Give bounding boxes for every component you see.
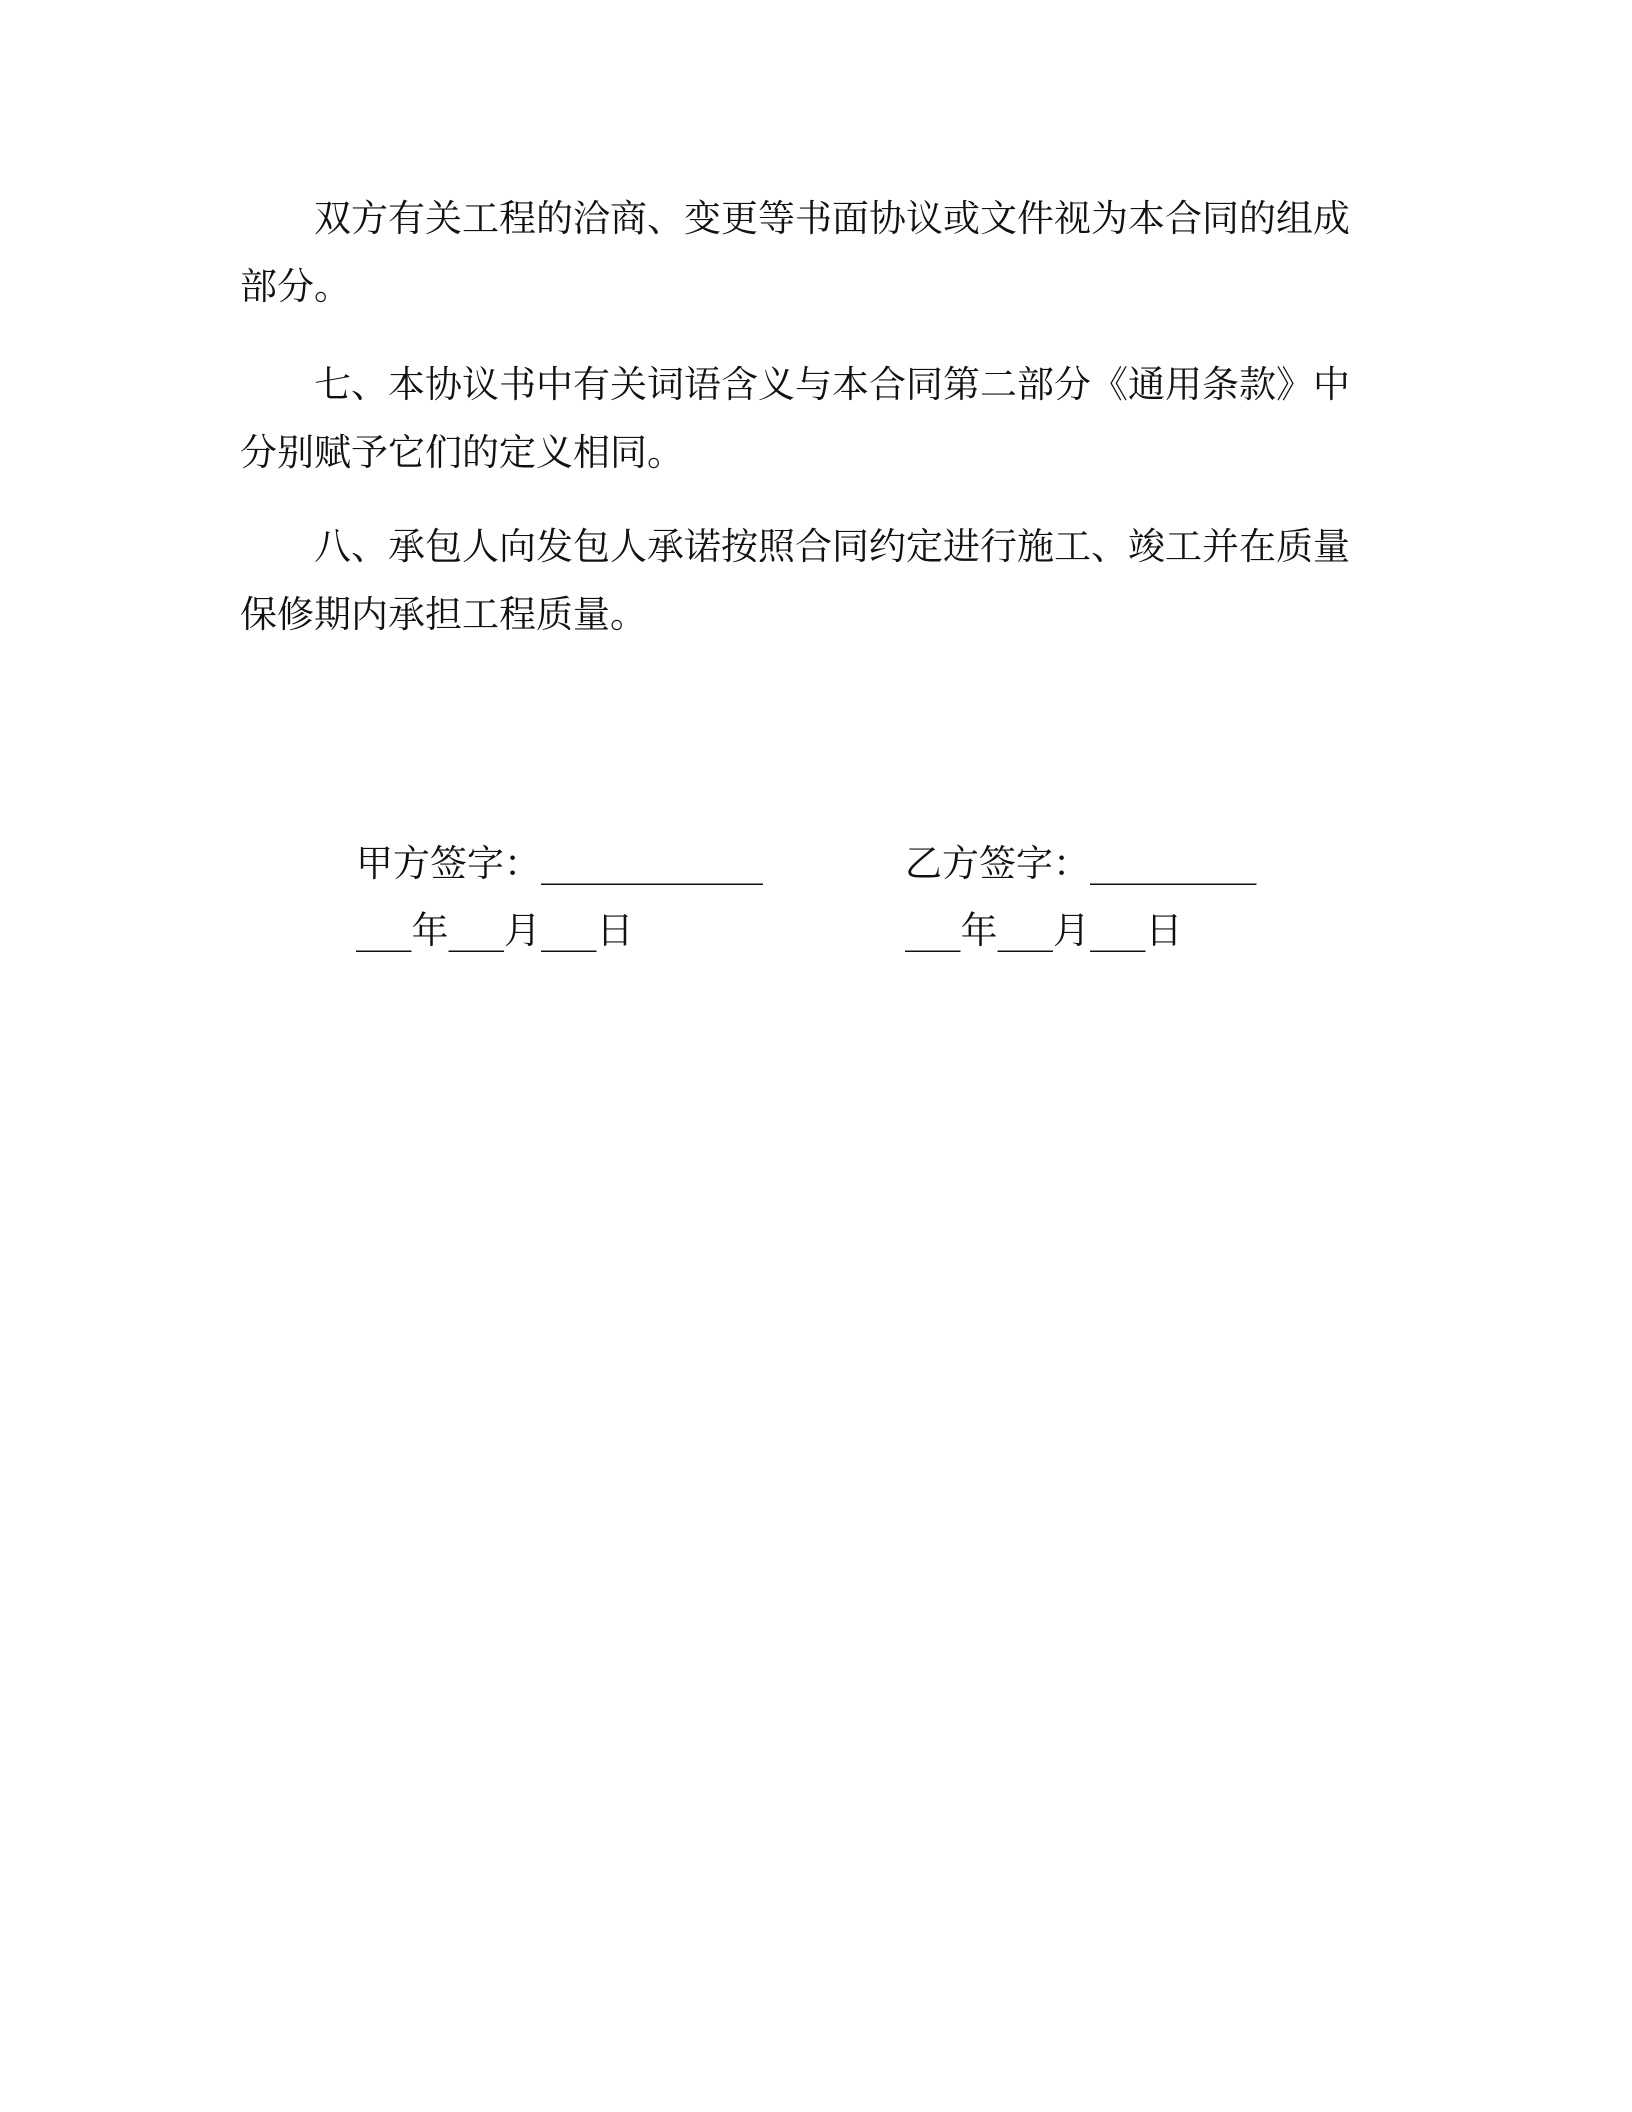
paragraph-eight-commitment: 八、承包人向发包人承诺按照合同约定进行施工、竣工并在质量保修期内承担工程质量。 xyxy=(240,525,1350,636)
party-b-signature-line: 乙方签字：_________ xyxy=(905,842,1257,885)
paragraph-amendments: 双方有关工程的洽商、变更等书面协议或文件视为本合同的组成部分。 xyxy=(240,197,1350,308)
party-b-date-line: ___年___月___日 xyxy=(905,909,1183,952)
party-a-date-line: ___年___月___日 xyxy=(356,909,634,952)
party-a-signature-line: 甲方签字：____________ xyxy=(356,842,763,885)
paragraph-seven-definitions: 七、本协议书中有关词语含义与本合同第二部分《通用条款》中分别赋予它们的定义相同。 xyxy=(240,363,1350,474)
